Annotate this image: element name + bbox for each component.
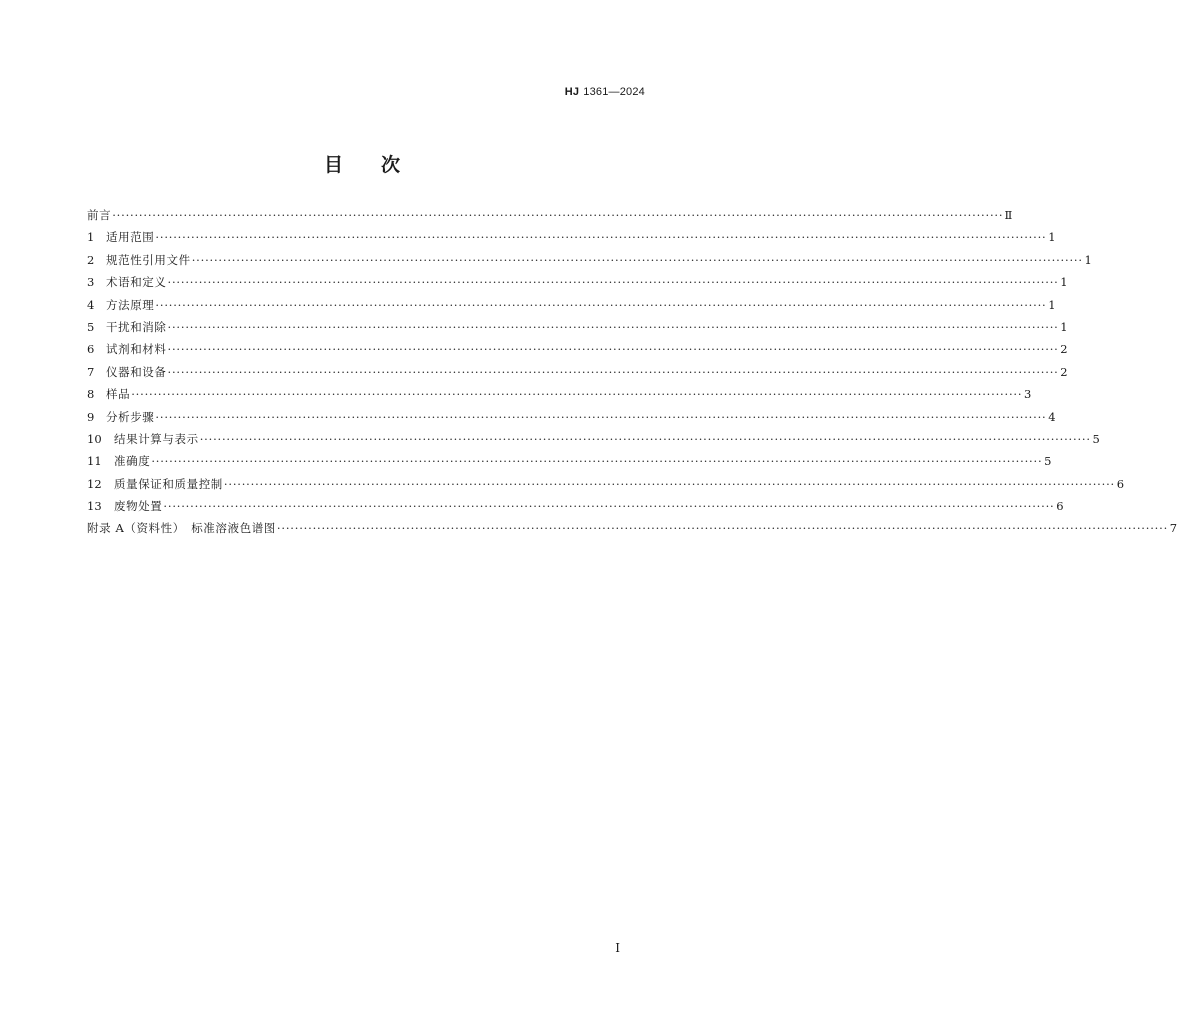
toc-entry[interactable] xyxy=(87,316,1068,338)
standard-prefix: HJ xyxy=(564,86,580,98)
page-title: 目次 xyxy=(323,154,438,176)
toc-leader-dots: ········································································································································································································ xyxy=(167,364,1059,379)
toc-entry-number: 8 xyxy=(87,387,95,402)
toc-leader-dots: ········································································································································································································ xyxy=(199,431,1091,446)
toc-entry-page: 6 xyxy=(1056,499,1064,514)
standard-number: 1361—2024 xyxy=(583,86,645,98)
toc-entry-label: 准确度 xyxy=(114,454,151,469)
toc-entry-label: 质量保证和质量控制 xyxy=(114,476,223,491)
toc-entry-label: 干扰和消除 xyxy=(106,319,167,334)
toc-entry-label: 试剂和材料 xyxy=(106,342,167,357)
toc-entry-page: 1 xyxy=(1060,275,1068,290)
toc-entry-label: 仪器和设备 xyxy=(106,364,167,379)
standard-code xyxy=(565,86,645,98)
toc-entry-number: 2 xyxy=(87,252,95,267)
toc-entry-number: 7 xyxy=(87,364,95,379)
toc-leader-dots: ········································································································································································································ xyxy=(155,230,1047,245)
toc-entry-page: 5 xyxy=(1092,431,1100,446)
toc-entry[interactable] xyxy=(87,495,1064,517)
toc-entry-number: 12 xyxy=(87,476,102,491)
toc-entry-label: 废物处置 xyxy=(114,499,163,514)
toc-entry-label: 规范性引用文件 xyxy=(106,252,191,267)
toc-entry[interactable] xyxy=(87,428,1100,450)
toc-entry-number: 11 xyxy=(87,454,102,469)
toc-entry-page: 6 xyxy=(1116,476,1125,491)
toc-entry-number: 1 xyxy=(87,230,95,245)
toc-entry-page: 2 xyxy=(1060,364,1068,379)
page-number: I xyxy=(615,941,620,955)
toc-leader-dots: ········································································································································································································ xyxy=(112,208,1004,222)
toc-entry[interactable] xyxy=(87,271,1068,293)
toc-leader-dots: ········································································································································································································ xyxy=(191,252,1083,267)
toc-entry-label: 附录 A（资料性） 标准溶液色谱图 xyxy=(87,521,276,536)
toc-leader-dots: ········································································································································································································ xyxy=(163,499,1055,514)
toc-entry[interactable] xyxy=(87,361,1068,383)
toc-leader-dots: ········································································································································································································ xyxy=(151,454,1043,469)
toc-entry-label: 样品 xyxy=(106,387,131,402)
toc-entry-page: 5 xyxy=(1044,454,1052,469)
toc-entry-page: 7 xyxy=(1169,521,1177,536)
toc-leader-dots: ········································································································································································································ xyxy=(167,319,1059,334)
toc-leader-dots: ········································································································································································································ xyxy=(276,521,1169,536)
toc-entry[interactable] xyxy=(87,204,1013,226)
toc-entry[interactable] xyxy=(87,517,1177,539)
toc-entry-label: 分析步骤 xyxy=(106,409,155,424)
toc-entry-page: 4 xyxy=(1048,409,1056,424)
toc-leader-dots: ········································································································································································································ xyxy=(223,476,1116,491)
toc-entry-page: 2 xyxy=(1060,342,1068,357)
toc-entry[interactable] xyxy=(87,383,1032,405)
toc-entry-number: 3 xyxy=(87,275,95,290)
toc-entry[interactable] xyxy=(87,294,1056,316)
toc-entry-label: 结果计算与表示 xyxy=(114,431,199,446)
toc-entry[interactable] xyxy=(87,249,1092,271)
toc-entry[interactable] xyxy=(87,406,1056,428)
toc-leader-dots: ········································································································································································································ xyxy=(167,275,1059,290)
toc-entry[interactable] xyxy=(87,338,1068,360)
toc-entry[interactable] xyxy=(87,226,1056,248)
toc-entry-label: 前言 xyxy=(87,208,112,222)
toc-leader-dots: ········································································································································································································ xyxy=(167,342,1059,357)
toc-leader-dots: ········································································································································································································ xyxy=(131,387,1023,402)
toc-entry-page: Ⅱ xyxy=(1004,208,1013,222)
toc-entry-label: 方法原理 xyxy=(106,297,155,312)
toc-entry-page: 1 xyxy=(1084,252,1092,267)
toc-entry-page: 1 xyxy=(1048,230,1056,245)
toc-entry[interactable] xyxy=(87,473,1125,495)
toc-leader-dots: ········································································································································································································ xyxy=(155,297,1047,312)
toc-entry-page: 1 xyxy=(1060,319,1068,334)
toc-entry-page: 1 xyxy=(1048,297,1056,312)
toc-entry-number: 13 xyxy=(87,499,102,514)
toc-entry-number: 10 xyxy=(87,431,102,446)
toc-entry-page: 3 xyxy=(1023,387,1032,402)
toc-entry-label: 适用范围 xyxy=(106,230,155,245)
toc-entry[interactable] xyxy=(87,450,1052,472)
toc-entry-number: 6 xyxy=(87,342,95,357)
toc-entry-label: 术语和定义 xyxy=(106,275,167,290)
toc-entry-number: 9 xyxy=(87,409,95,424)
toc-entry-number: 5 xyxy=(87,319,95,334)
toc-entry-number: 4 xyxy=(87,297,95,312)
toc-leader-dots: ········································································································································································································ xyxy=(155,409,1047,424)
table-of-contents xyxy=(87,204,1177,540)
